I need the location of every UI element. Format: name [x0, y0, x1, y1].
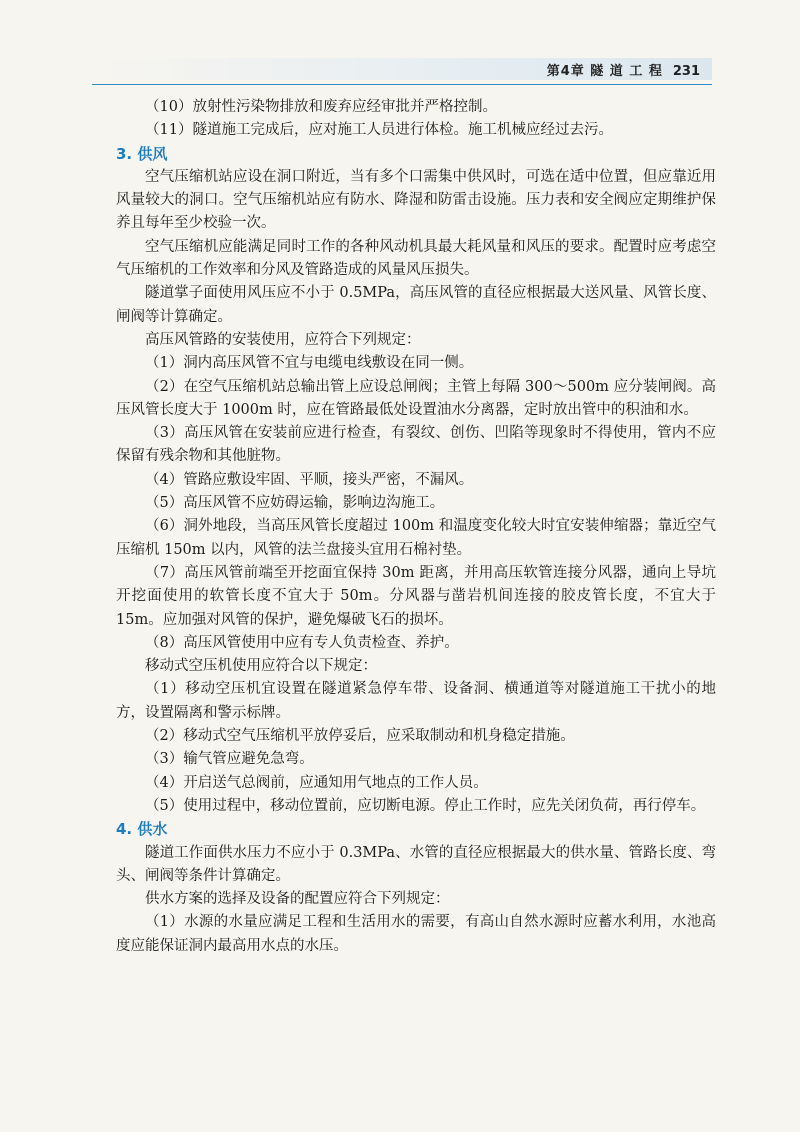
running-header — [92, 58, 712, 85]
paragraph: 隧道工作面供水压力不应小于 0.3MPa、水管的直径应根据最大的供水量、管路长度、弯头、闸阀等条件计算确定。 — [116, 844, 716, 884]
paragraph: （3）输气管应避免急弯。 — [145, 751, 314, 768]
paragraph: （8）高压风管使用中应有专人负责检查、养护。 — [145, 634, 459, 651]
chapter-title: 第4章 隧 道 工 程 — [546, 64, 663, 79]
paragraph: （5）高压风管不应妨碍运输，影响边沟施工。 — [145, 495, 445, 512]
paragraph: （1）水源的水量应满足工程和生活用水的需要，有高山自然水源时应蓄水利用，水池高度应能保证洞内最高用水点的水压。 — [116, 914, 716, 954]
page-number: 231 — [672, 64, 700, 79]
paragraph: （3）高压风管在安装前应进行检查，有裂纹、创伤、凹陷等现象时不得使用，管内不应保留有残余物和其他脏物。 — [116, 425, 716, 465]
paragraph: （4）开启送气总阀前，应通知用气地点的工作人员。 — [145, 774, 488, 791]
paragraph: 空气压缩机应能满足同时工作的各种风动机具最大耗风量和风压的要求。配置时应考虑空气压缩机的工作效率和分风及管路造成的风量风压损失。 — [116, 238, 716, 279]
paragraph: （11）隧道施工完成后，应对施工人员进行体检。施工机械应经过去污。 — [145, 122, 613, 139]
page-body — [116, 96, 716, 958]
paragraph: （1）洞内高压风管不宜与电缆电线敷设在同一侧。 — [145, 355, 474, 372]
header-text — [547, 60, 700, 79]
paragraph: （2）移动式空气压缩机平放停妥后，应采取制动和机身稳定措施。 — [145, 728, 575, 745]
paragraph: 移动式空压机使用应符合以下规定： — [145, 658, 377, 675]
paragraph: （4）管路应敷设牢固、平顺，接头严密，不漏风。 — [145, 471, 474, 488]
paragraph: 供水方案的选择及设备的配置应符合下列规定： — [145, 891, 450, 908]
paragraph: （6）洞外地段，当高压风管长度超过 100m 和温度变化较大时宜安装伸缩器；靠近空气压缩机 150m 以内，风管的法兰盘接头宜用石棉衬垫。 — [116, 518, 716, 558]
paragraph: 空气压缩机站应设在洞口附近，当有多个口需集中供风时，可选在适中位置，但应靠近用风量较大的洞口。空气压缩机站应有防水、降湿和防雷击设施。压力表和安全阀应定期维护保养且每年至少校验一次。 — [116, 168, 716, 232]
paragraph: （2）在空气压缩机站总输出管上应设总闸阀；主管上每隔 300～500m 应分装闸阀。高压风管长度大于 1000m 时，应在管路最低处设置油水分离器，定时放出管中的积油和水。 — [116, 378, 716, 418]
paragraph: （7）高压风管前端至开挖面宜保持 30m 距离，并用高压软管连接分风器，通向上导坑开挖面使用的软管长度不宜大于 50m。分风器与凿岩机间连接的胶皮管长度，不宜大于 15m。应加强对风管的保护，避免爆破飞石的损坏。 — [116, 564, 716, 628]
section-heading: 4. 供水 — [116, 820, 168, 839]
paragraph: （5）使用过程中，移动位置前，应切断电源。停止工作时，应先关闭负荷，再行停车。 — [145, 797, 706, 814]
paragraph: 隧道掌子面使用风压应不小于 0.5MPa，高压风管的直径应根据最大送风量、风管长度、闸阀等计算确定。 — [116, 285, 716, 325]
paragraph: 高压风管路的安装使用，应符合下列规定： — [145, 331, 421, 348]
paragraph: （1）移动空压机宜设置在隧道紧急停车带、设备洞、横通道等对隧道施工干扰小的地方，设置隔离和警示标牌。 — [116, 681, 716, 721]
paragraph: （10）放射性污染物排放和废弃应经审批并严格控制。 — [145, 99, 497, 115]
section-heading: 3. 供风 — [116, 144, 168, 163]
